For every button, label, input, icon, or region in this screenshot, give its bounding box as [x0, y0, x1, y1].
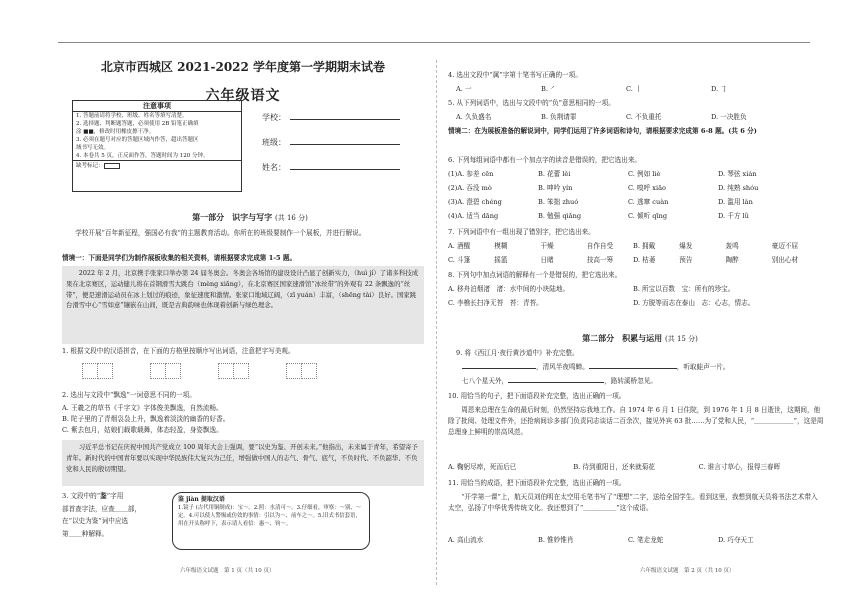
footer-page-2: 六年级语文试题 第 2 页（共 10 页） [640, 568, 735, 574]
q6-1-b[interactable]: B. 花蕾 lěi [538, 170, 571, 178]
absence-mark-label: 缺考标记： [76, 163, 104, 169]
q9-fragment: ，路转溪桥忽见。 [604, 377, 657, 385]
grid-cell[interactable] [150, 363, 166, 379]
answer-grid-1[interactable] [82, 363, 112, 379]
part1-intro: 学校开展“百年新征程，强国必有我”的主题教育活动。你所在的班级要制作一个展板，并进行解说。 [75, 229, 366, 237]
q7-word: 预告 [679, 256, 693, 264]
q9-blank-1[interactable] [462, 368, 536, 369]
q9-fragment: ，听取蛙声一片。 [676, 363, 730, 371]
q9-line-2 [462, 376, 826, 387]
student-info [262, 112, 400, 187]
q11-options [448, 535, 808, 546]
q6-2-a[interactable]: (2)A. 吞没 mò [448, 184, 492, 192]
part2-score: (共 15 分) [664, 335, 698, 343]
q11-option-c[interactable]: C. 笔走龙蛇 [628, 536, 664, 544]
q8-a[interactable]: A. 移舟泊烟渚 渚：水中间的小块陆地。 [448, 285, 570, 293]
q6-1-c[interactable]: C. 例如 liè [628, 170, 661, 178]
q6-text: 6. 下列每组词语中都有一个加点字的读音是错误的，把它选出来。 [448, 156, 642, 164]
grid-cell[interactable] [82, 363, 98, 379]
dictionary-box [172, 492, 370, 550]
q4-option-a[interactable]: A. 一 [456, 85, 472, 93]
q5-option-a[interactable]: A. 久负盛名 [456, 113, 492, 121]
task1-instruction: 情境一：下面是同学们为制作展板收集的相关资料，请根据要求完成第 1-5 题。 [62, 254, 297, 262]
q5-option-d[interactable]: D. 一决胜负 [711, 113, 747, 121]
q3-prefix: 3. 文段中的“ [62, 492, 101, 500]
top-rule [58, 42, 810, 43]
q6-2-b[interactable]: B. 呻吟 yín [538, 184, 573, 192]
q3-text [62, 490, 167, 540]
class-label: 班级： [262, 138, 286, 147]
q11-text: 11. 用恰当的成语，把下面语段补充完整，选出正确的一项。 [448, 479, 626, 487]
answer-grid-2[interactable] [150, 363, 180, 379]
q4-option-b[interactable]: B. ㇒ [541, 85, 557, 93]
notice-line: 2. 选择题、判断题答题，必须使用 2B 铅笔正确填 [76, 121, 199, 127]
q6-4-a[interactable]: (4)A. 适当 dāng [448, 212, 499, 220]
school-line[interactable] [290, 119, 400, 120]
q8-text: 8. 下列句中加点词语的解释有一个是错误的，把它选出来。 [448, 271, 622, 279]
q5-option-c[interactable]: C. 不负重托 [626, 113, 662, 121]
notice-line: 3. 必须在题号对应的答题区域内作答，超出答题区 [76, 137, 199, 143]
q7-c[interactable]: C. 斗篷 [448, 256, 471, 264]
notice-line: 域书写无效。 [76, 145, 110, 151]
notice-title: 注意事项 [73, 101, 241, 112]
q8-row-1 [448, 284, 818, 295]
q8-row-2 [448, 298, 818, 309]
notice-line: 4. 本卷共 5 页，正反面作答，答题时间为 120 分钟。 [76, 153, 209, 159]
grid-cell[interactable] [233, 363, 249, 379]
q9-fragment: ，清风半夜鸣蝉。 [536, 363, 589, 371]
q6-1-d[interactable]: D. 琴弦 xián [718, 170, 757, 178]
footer-page-1: 六年级语文试题 第 1 页（共 10 页） [180, 568, 275, 574]
q7-b[interactable]: B. 拥戴 [633, 242, 656, 250]
q11-option-a[interactable]: A. 高山流水 [448, 536, 484, 544]
q7-a[interactable]: A. 酒醒 [448, 242, 471, 250]
q3-line-2: 部首查字法，应查＿＿部， [62, 504, 142, 513]
q8-d[interactable]: D. 方脱等而志在泰山 志：心志，情志。 [633, 299, 755, 307]
q7-word: 别出心材 [771, 256, 799, 264]
task2-instruction: 情境二：在为展板准备的解说词中，同学们运用了许多词语和诗句，请根据要求完成第 6-8 题。(共 6 分) [448, 127, 757, 135]
q6-3-b[interactable]: B. 笨拙 zhuó [538, 198, 579, 206]
q6-3-d[interactable]: D. 滥用 làn [718, 198, 753, 206]
school-field[interactable] [262, 112, 400, 137]
grid-cell[interactable] [165, 363, 181, 379]
q7-word: 豪迈不屈 [771, 242, 799, 250]
q6-1-a[interactable]: (1)A. 参差 cēn [448, 170, 494, 178]
q4-options [456, 84, 796, 95]
q1-text: 1. 根据文段中的汉语拼音，在下面的方格里按顺序写出词语，注意把字写美观。 [62, 347, 295, 355]
q7-row-2 [448, 255, 818, 266]
q7-word: 自作自受 [586, 242, 614, 250]
name-line[interactable] [290, 169, 400, 170]
q7-word: 干燥 [540, 242, 554, 250]
q10-options [448, 462, 824, 473]
q2-text: 2. 选出与文段中“飘逸”一词意思不同的一项。 [62, 391, 196, 399]
q9-line-1 [462, 362, 826, 373]
notice-box [72, 100, 242, 192]
grid-cell[interactable] [97, 363, 113, 379]
q3-line-1 [62, 490, 167, 503]
q8-b[interactable]: B. 所宝以百数 宝：所有的珍宝。 [633, 285, 735, 293]
q6-row-2 [448, 183, 808, 194]
subject-title: 六年级语文 [205, 88, 281, 104]
q2-option-c[interactable]: C. 紫去包月，姑娘们载歌载舞，体态轻盈，身姿飘逸。 [62, 426, 223, 434]
q6-row-3 [448, 197, 808, 208]
part1-heading [150, 212, 350, 223]
q7-word: 摇篮 [494, 256, 508, 264]
q7-word: 爆发 [679, 242, 693, 250]
q3-suffix: ”字用 [106, 492, 124, 500]
q5-text: 5. 从下列词语中，选出与文段中的“负”意思相同的一项。 [448, 99, 615, 107]
q9-blank-3[interactable] [508, 382, 604, 383]
column-divider [436, 60, 437, 585]
notice-line: 1. 答题前请将学校、班级、姓名等填写清楚。 [76, 113, 188, 119]
q7-word: 技高一筹 [586, 256, 614, 264]
q7-d[interactable]: D. 枯萎 [633, 256, 656, 264]
part1-score: (共 16 分) [274, 214, 308, 222]
q4-option-c[interactable]: C. 丨 [626, 85, 642, 93]
grid-cell[interactable] [301, 363, 317, 379]
part1-title: 第一部分 识字与写字 [192, 212, 273, 222]
grid-cell[interactable] [218, 363, 234, 379]
q6-3-a[interactable]: (3)A. 澄碧 chéng [448, 198, 502, 206]
q6-row-4 [448, 211, 808, 222]
class-field[interactable] [262, 137, 400, 162]
q7-word: 轰鸣 [725, 242, 739, 250]
exam-title: 北京市西城区 2021-2022 学年度第一学期期末试卷 [100, 60, 386, 74]
answer-grid-4[interactable] [286, 363, 316, 379]
q6-row-1 [448, 169, 808, 180]
q6-2-c[interactable]: C. 嗅呼 xiāo [628, 184, 667, 192]
passage-1: 2022 年 2 月，北京携手张家口举办第 24 届冬奥会。冬奥会各场馆的建设设计凸显了创新实力，（huì jí）了诸多科技成果在北京赛区，运动健儿将在首钢滑雪大跳台（mèng xiǎng），在北京赛区国家速滑馆“冰丝带”的外观有 22 条飘逸的“丝带”，便是速滑运动员在冰上划过的痕迹，象征速度和激情。张家口地域辽阔，（zī yuán）丰富，（shēng tài）良好。国家跳台滑雪中心“雪如意”镶嵌在山间，既是古典韵味也体现着创新与绿色理念。 [62, 266, 424, 344]
absence-checkbox[interactable] [104, 163, 120, 169]
name-label: 姓名： [262, 163, 286, 172]
school-label: 学校： [262, 113, 286, 122]
absence-mark [73, 160, 241, 171]
part2-heading [520, 333, 760, 344]
q3-line-3: 在“以史为鉴”词中应选 [62, 517, 129, 525]
q9-text: 9. 将《西江月·夜行黄沙道中》补充完整。 [456, 349, 579, 357]
q3-char: 鉴 [100, 492, 107, 500]
q7-row-1 [448, 241, 818, 252]
q6-2-d[interactable]: D. 纯熟 shóu [718, 184, 759, 192]
q3-line-4: 第＿＿种解释。 [62, 529, 109, 538]
q4-text: 4. 选出文段中“属”字第十笔书写正确的一项。 [448, 71, 582, 79]
q9-fragment: 七八个星天外， [462, 377, 509, 385]
notice-line: 涂 ■■，修改时用橡皮擦干净。 [76, 129, 155, 135]
q7-text: 7. 下列词语中有一组出现了错别字，把它选出来。 [448, 228, 595, 236]
grid-cell[interactable] [286, 363, 302, 379]
q5-options [456, 112, 796, 123]
q6-3-c[interactable]: C. 逃窜 cuàn [628, 198, 669, 206]
q11-passage: “开学第一课”上，航天员刘伯明在太空用毛笔书写了“理想”二字，送给全国学生。看到这里，我想到航天员将书法艺术带入太空，弘扬了中华优秀传统文化。我还想到了“＿＿＿＿＿”这个成语。 [448, 493, 818, 512]
q5-option-b[interactable]: B. 负荆请罪 [541, 113, 577, 121]
name-field[interactable] [262, 162, 400, 187]
dictionary-body: 1.镜子 (古代用铜制成)：宝～。2.照：水清可～。3.仔细看，审察：～别、～定。4.可以使人警惕或仿效的事情：引以为～、前车之～。5.旧式书信套语，用在开头称呼下，表示请人看信：惠～、钧～。 [178, 505, 362, 527]
passage-2: 习近平总书记在庆祝中国共产党成立 100 周年大会上强调，要“以史为鉴、开创未来。”他指出，未来属于青年，希望寄予青年。新时代的中国青年要以实现中华民族伟大复兴为己任，增强做中国人的志气、骨气、底气，不负时代、不负韶华、不负党和人民的殷切期望。 [62, 440, 424, 486]
q2-option-a[interactable]: A. 王羲之的草书《千字文》字体俊美飘逸，自然流畅。 [62, 404, 223, 412]
q11-option-b[interactable]: B. 惟妙惟肖 [538, 536, 574, 544]
q8-c[interactable]: C. 李樵长扫净无苔 苔：青苔。 [448, 299, 543, 307]
q6-4-d[interactable]: D. 千方 lǜ [718, 212, 749, 220]
q6-4-b[interactable]: B. 勉强 qiǎng [538, 212, 582, 220]
q10-option-c[interactable]: C. 谁言寸草心，报得三春晖 [698, 463, 781, 471]
q10-option-a[interactable]: A. 鞠躬尽瘁，死而后已 [448, 463, 517, 471]
dictionary-heading: 鉴 jiàn 提取汉语 [178, 496, 225, 503]
q4-option-d[interactable]: D. ㇆ [711, 85, 727, 93]
answer-grid-3[interactable] [218, 363, 248, 379]
q2-option-b[interactable]: B. 陀子里的了青烟袅袅上升，飘逸着淡淡的幽香的好香。 [62, 415, 230, 423]
q10-text: 10. 用恰当的句子，把下面语段补充完整，选出正确的一项。 [448, 392, 626, 400]
q10-option-b[interactable]: B. 待到重阳日，还来就菊花 [573, 463, 655, 471]
q10-passage: 周恩来总理在生命的最后时刻，仍然坚持忘我地工作。自 1974 年 6 月 1 日住院，到 1976 年 1 月 8 日逝世，这期间，他除了批阅、处理文件外，还抢病间诊多部门负责同志谈话二百余次，接见外宾 63 批……为了党和人民，“＿＿＿＿＿＿”，这是周总理身上鲜明的崇高风范。 [448, 406, 824, 436]
class-line[interactable] [290, 144, 400, 145]
q7-word: 日睹 [540, 256, 554, 264]
q11-option-d[interactable]: D. 巧夺天工 [718, 536, 754, 544]
q6-4-c[interactable]: C. 倾听 qīng [628, 212, 668, 220]
part2-title: 第二部分 积累与运用 [582, 333, 663, 343]
q7-word: 陶醉 [725, 256, 739, 264]
q9-blank-2[interactable] [589, 368, 677, 369]
q7-word: 模糊 [494, 242, 508, 250]
